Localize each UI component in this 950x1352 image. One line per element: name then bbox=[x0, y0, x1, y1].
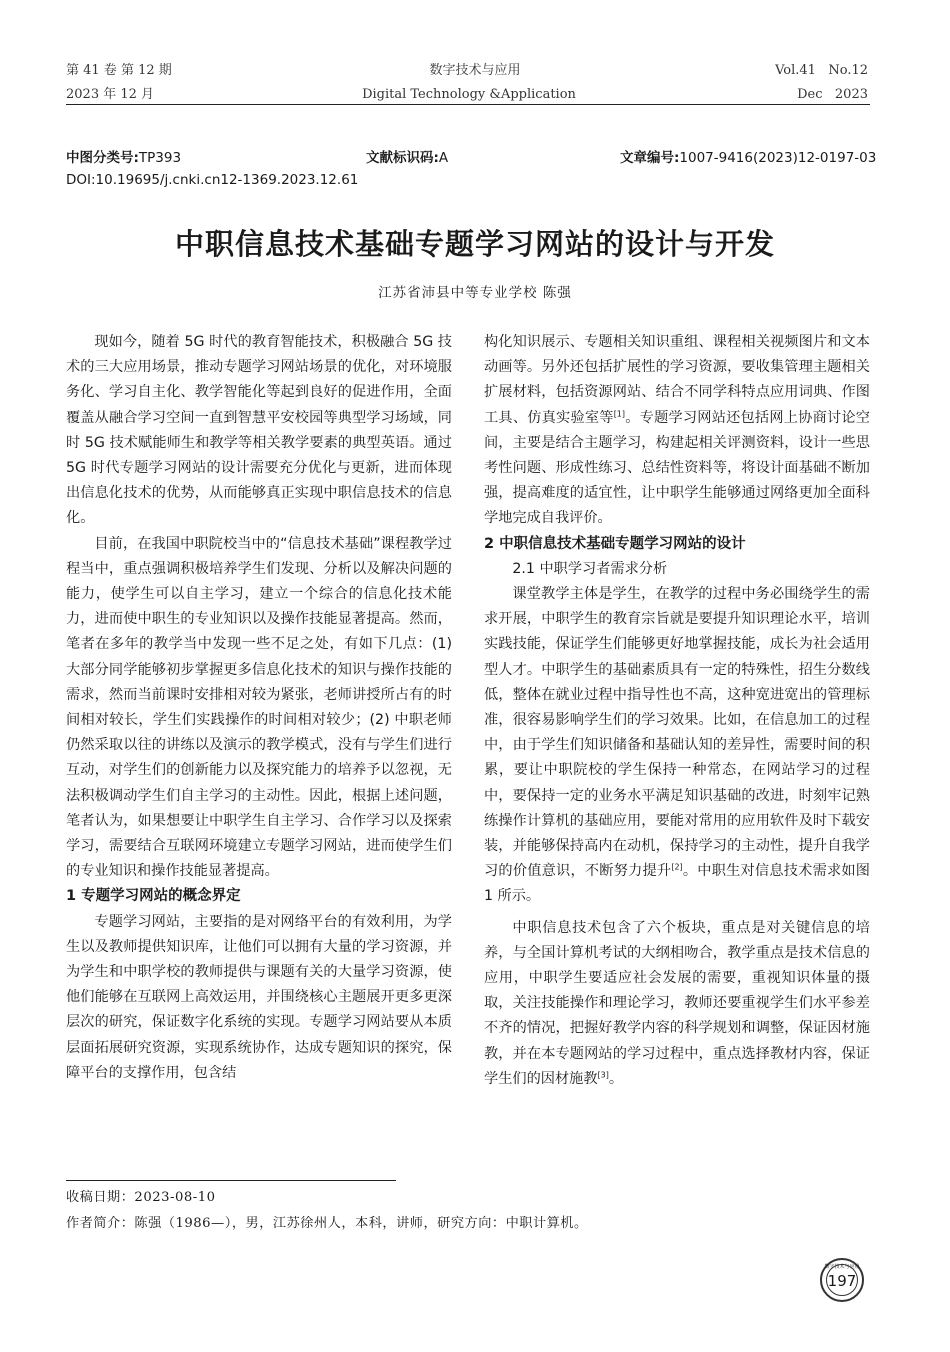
article-title: 中职信息技术基础专题学习网站的设计与开发 bbox=[174, 227, 775, 261]
text-run: 。专题学习网站还包括网上协商讨论空间，主要是结合主题学习，构建起相关评测资料，设计一些思考性问题、形成性练习、总结性资料等，将设计面基础不断加强，提高难度的适宜性，让中职学生能够通过网络更加全面科学地完成自我评价。 bbox=[484, 409, 870, 527]
citation-2: [2] bbox=[671, 862, 683, 872]
header-rule bbox=[66, 104, 870, 105]
paragraph bbox=[484, 330, 870, 532]
subsection-heading-2-1: 2.1 中职学习者需求分析 bbox=[512, 560, 668, 577]
section-heading-2: 2 中职信息技术基础专题学习网站的设计 bbox=[484, 535, 746, 552]
artno-label: 文章编号: bbox=[620, 150, 680, 166]
journal-name-en: Digital Technology &Application bbox=[362, 87, 576, 102]
text-run: 。 bbox=[608, 1070, 624, 1087]
paragraph: 现如今，随着 5G 时代的教育智能技术，积极融合 5G 技术的三大应用场景，推动专题学习网站场景的优化，对环境服务化、学习自主化、教学智能化等起到良好的促进作用，全面覆盖从融合学习空间一直到智慧平安校园等典型学习场域，同时 5G 技术赋能师生和教学等相关教学要素的典型英语。通过 5G 时代专题学习网站的设计需要充分优化与更新，进而体现出信息化技术的优势，从而能够真正实现中职信息技术的信息化。 bbox=[66, 334, 452, 527]
doccode-value: A bbox=[438, 150, 449, 166]
clc-number bbox=[66, 146, 181, 166]
left-column bbox=[66, 330, 452, 1086]
citation-3: [3] bbox=[597, 1070, 609, 1080]
text-run: 课堂教学主体是学生，在教学的过程中务必围绕学生的需求开展，中职学生的教育宗旨就是要提升知识理论水平，培训实践技能，保证学生们能够更好地掌握技能，成长为社会适用型人才。中职学生的基础素质具有一定的特殊性，招生分数线低，整体在就业过程中指导性也不高，这种宽进宽出的管理标准，很容易影响学生们的学习效果。比如，在信息加工的过程中，由于学生们知识储备和基础认知的差异性，需要时间的积累，要让中职院校的学生保持一种常态，在网站学习的过程中，要保持一定的业务水平满足知识基础的改进，时刻牢记熟练操作计算机的基础应用，要能对常用的应用软件及时下载安装，并能够保持高内在动机，保持学习的主动性，提升自我学习的价值意识，不断努力提升 bbox=[484, 586, 870, 880]
document-code bbox=[366, 146, 448, 166]
page-number-badge bbox=[820, 1258, 864, 1302]
received-date: 收稿日期：2023-08-10 bbox=[66, 1190, 216, 1205]
doccode-label: 文献标识码: bbox=[366, 150, 439, 166]
citation-1: [1] bbox=[613, 408, 626, 418]
author-affiliation: 江苏省沛县中等专业学校 陈强 bbox=[378, 285, 572, 301]
section-heading-1: 1 专题学习网站的概念界定 bbox=[66, 888, 241, 905]
paragraph bbox=[484, 916, 870, 1092]
clc-value: TP393 bbox=[138, 150, 182, 166]
date-cn: 2023 年 12 月 bbox=[66, 87, 155, 102]
text-run: 中职信息技术包含了六个板块，重点是对关键信息的培养，与全国计算机考试的大纲相吻合，教学重点是技术信息的应用，中职学生要适应社会发展的需要，重视知识体量的摄取，关注技能操作和理论学习，教师还要重视学生们水平参差不齐的情况，把握好教学内容的科学规划和调整，保证因材施教，并在本专题网站的学习过程中，重点选择教材内容，保证学生们的因材施教 bbox=[484, 919, 870, 1087]
volume-issue-cn: 第 41 卷 第 12 期 bbox=[66, 63, 172, 78]
doi: DOI:10.19695/j.cnki.cn12-1369.2023.12.61 bbox=[66, 172, 359, 188]
paragraph bbox=[484, 582, 870, 910]
badge-journal-text: 数字技术与应用 bbox=[824, 1264, 860, 1270]
artno-value: 1007-9416(2023)12-0197-03 bbox=[679, 150, 877, 166]
journal-name-cn: 数字技术与应用 bbox=[429, 63, 521, 78]
author-bio: 作者简介：陈强（1986—），男，江苏徐州人，本科，讲师，研究方向：中职计算机。 bbox=[66, 1216, 588, 1231]
paragraph: 目前，在我国中职院校当中的“信息技术基础”课程教学过程当中，重点强调积极培养学生们发现、分析以及解决问题的能力，使学生可以自主学习，建立一个综合的信息化技术能力，进而使中职生的专业知识以及操作技能显著提高。然而，笔者在多年的教学当中发现一些不足之处，有如下几点：(1) 大部分同学能够初步掌握更多信息化技术的知识与操作技能的需求，然而当前课时安排相对较为紧张，老师讲授所占有的时间相对较长，学生们实践操作的时间相对较少；(2) 中职老师仍然采取以往的讲练以及演示的教学模式，没有与学生们进行互动，对学生们的创新能力以及探究能力的培养予以忽视，无法积极调动学生们自主学习的主动性。因此，根据上述问题，笔者认为，如果想要让中职学生自主学习、合作学习以及探索学习，需要结合互联网环境建立专题学习网站，进而使学生们的专业知识和操作技能显著提高。 bbox=[66, 535, 452, 880]
paragraph: 专题学习网站，主要指的是对网络平台的有效利用，为学生以及教师提供知识库，让他们可以拥有大量的学习资源，并为学生和中职学校的教师提供与课题有关的大量学习资源，使他们能够在互联网上高效运用，并围绕核心主题展开更多更深层次的研究，保证数字化系统的实现。专题学习网站要从本质层面拓展研究资源，实现系统协作，达成专题知识的探究，保障平台的支撑作用，包含结 bbox=[66, 913, 452, 1081]
volume-issue-en: Vol.41 No.12 bbox=[775, 63, 868, 78]
text-run: 。中职生对信息技术需求如图 1 所示。 bbox=[484, 863, 870, 905]
right-column bbox=[484, 330, 870, 1092]
date-en: Dec 2023 bbox=[797, 87, 868, 102]
footnote-rule bbox=[66, 1180, 396, 1181]
text-run: 构化知识展示、专题相关知识重组、课程相关视频图片和文本动画等。另外还包括扩展性的学习资源，要收集管理主题相关扩展材料，包括资源网站、结合不同学科特点应用词典、作图工具、仿真实验室等 bbox=[484, 334, 870, 426]
article-number bbox=[620, 146, 876, 166]
page-number: 197 bbox=[827, 1272, 857, 1290]
clc-label: 中图分类号: bbox=[66, 150, 139, 166]
